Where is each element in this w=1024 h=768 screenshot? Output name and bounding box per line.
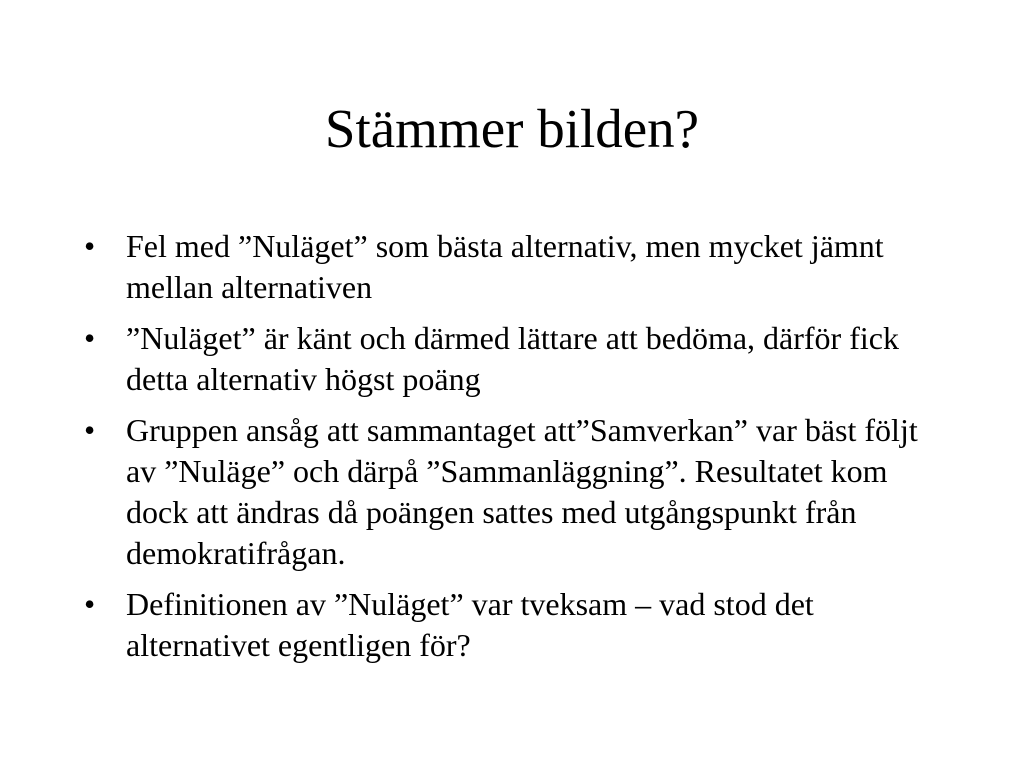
- bullet-item: [84, 226, 944, 308]
- bullet-item: [84, 318, 944, 400]
- bullet-marker: •: [84, 228, 96, 264]
- bullet-marker: •: [84, 586, 96, 622]
- bullet-text: Gruppen ansåg att sammantaget att”Samverkan” var bäst följt av ”Nuläge” och därpå ”Sammanläggning”. Resultatet kom dock att ändras då poängen sattes med utgångspunkt från demokratifrågan.: [126, 412, 918, 571]
- bullet-item: [84, 584, 944, 666]
- slide-title: Stämmer bilden?: [324, 98, 700, 159]
- bullet-text: Fel med ”Nuläget” som bästa alternativ, men mycket jämnt mellan alternativen: [126, 228, 884, 305]
- bullet-text: ”Nuläget” är känt och därmed lättare att bedöma, därför fick detta alternativ högst poäng: [126, 320, 899, 397]
- bullet-list: [84, 226, 944, 676]
- bullet-item: [84, 410, 944, 574]
- bullet-marker: •: [84, 320, 96, 356]
- bullet-marker: •: [84, 412, 96, 448]
- bullet-text: Definitionen av ”Nuläget” var tveksam – vad stod det alternativet egentligen för?: [126, 586, 814, 663]
